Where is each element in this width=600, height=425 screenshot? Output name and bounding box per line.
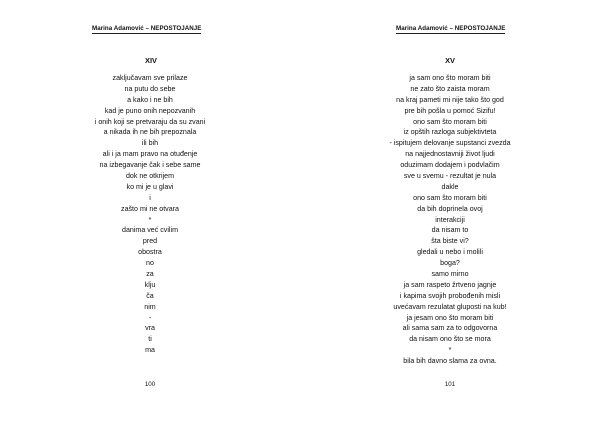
poem-line: kad je puno onih nepozvanih: [104, 106, 196, 115]
poem-line: šta biste vi?: [431, 237, 469, 246]
poem-line: bila bih davno slama za ovna.: [403, 357, 497, 366]
poem-lines: [345, 73, 555, 367]
poem-title: XIV: [145, 56, 157, 65]
poem-line: ono sam što moram biti: [413, 193, 487, 202]
poem-line: i: [149, 193, 151, 202]
poem-line: boga?: [440, 259, 460, 268]
poem-line: zašto mi ne otvara: [121, 204, 179, 213]
page-number: 101: [444, 381, 456, 388]
poem-line: ti: [148, 335, 152, 344]
poem-line: pre bih pošla u pomoć Sizifu!: [404, 106, 496, 115]
poem-line: obostra: [138, 248, 162, 257]
poem-line: da nisam to: [431, 226, 469, 235]
poem-line: ča: [146, 291, 154, 300]
poem-line: uvećavam rezulatat gluposti na kub!: [393, 302, 507, 311]
poem-line: na najjednostavniji život ljudi: [405, 150, 495, 159]
poem-lines: [45, 73, 255, 356]
poem-line: ne zato što zaista moram: [410, 84, 490, 93]
poem-line: dakle: [441, 182, 459, 191]
poem-line: nim: [144, 302, 156, 311]
poem-line: *: [148, 215, 152, 224]
poem-line: a nikada ih ne bih prepoznala: [103, 128, 197, 137]
poem-line: ja sam raspeto žrtveno jagnje: [403, 280, 497, 289]
poem-line: danima već cvilim: [122, 226, 178, 235]
poem-line: ali sama sam za to odgovorna: [402, 324, 498, 333]
poem-line: gledali u nebo i molili: [417, 248, 483, 257]
poem-title: XV: [445, 56, 455, 65]
poem-line: ma: [145, 346, 155, 355]
poem-line: i onih koji se pretvaraju da su zvani: [94, 117, 206, 126]
poem-line: vra: [145, 324, 155, 333]
poem-line: pred: [142, 237, 158, 246]
poem-line: na izbegavanje čak i sebe same: [99, 161, 201, 170]
poem-line: ko mi je u glavi: [126, 182, 174, 191]
poem-line: oduzimam dodajem i podvlačim: [400, 161, 500, 170]
poem-line: da bih doprinela ovoj: [417, 204, 483, 213]
poem-line: *: [448, 346, 452, 355]
right-page: [300, 0, 600, 425]
poem-line: samo mirno: [431, 270, 469, 279]
poem-line: ili bih: [141, 139, 159, 148]
poem-line: iz opštih razloga subjektivteta: [403, 128, 497, 137]
poem-line: a kako i ne bih: [127, 95, 173, 104]
poem-line: - ispitujem delovanje supstanci zvezda: [389, 139, 511, 148]
running-head: Marina Adamović – NEPOSTOJANJE: [396, 25, 506, 32]
poem-line: ono sam što moram biti: [413, 117, 487, 126]
poem-line: klju: [144, 280, 156, 289]
poem-line: za: [146, 270, 154, 279]
poem-line: ja sam ono što moram biti: [409, 74, 491, 82]
poem-line: i kapima svojih probođenih misli: [399, 291, 501, 300]
poem-line: ja jesam ono što moram biti: [406, 313, 494, 322]
poem-line: dok ne otkrijem: [125, 172, 175, 181]
poem-line: na putu do sebe: [124, 84, 176, 93]
poem-line: sve u svemu - rezultat je nula: [403, 172, 497, 181]
poem-line: no: [146, 259, 154, 268]
page-number: 100: [144, 381, 156, 388]
poem-line: zaključavam sve prilaze: [112, 74, 188, 82]
running-head: Marina Adamović – NEPOSTOJANJE: [92, 25, 202, 32]
poem-line: interakciji: [435, 215, 465, 224]
poem-line: na kraj pameti mi nije tako što god: [396, 95, 504, 104]
poem-line: ali i ja mam pravo na otuđenje: [102, 150, 198, 159]
poem-line: da nisam ono što se mora: [409, 335, 491, 344]
poem-line: -: [148, 313, 152, 322]
